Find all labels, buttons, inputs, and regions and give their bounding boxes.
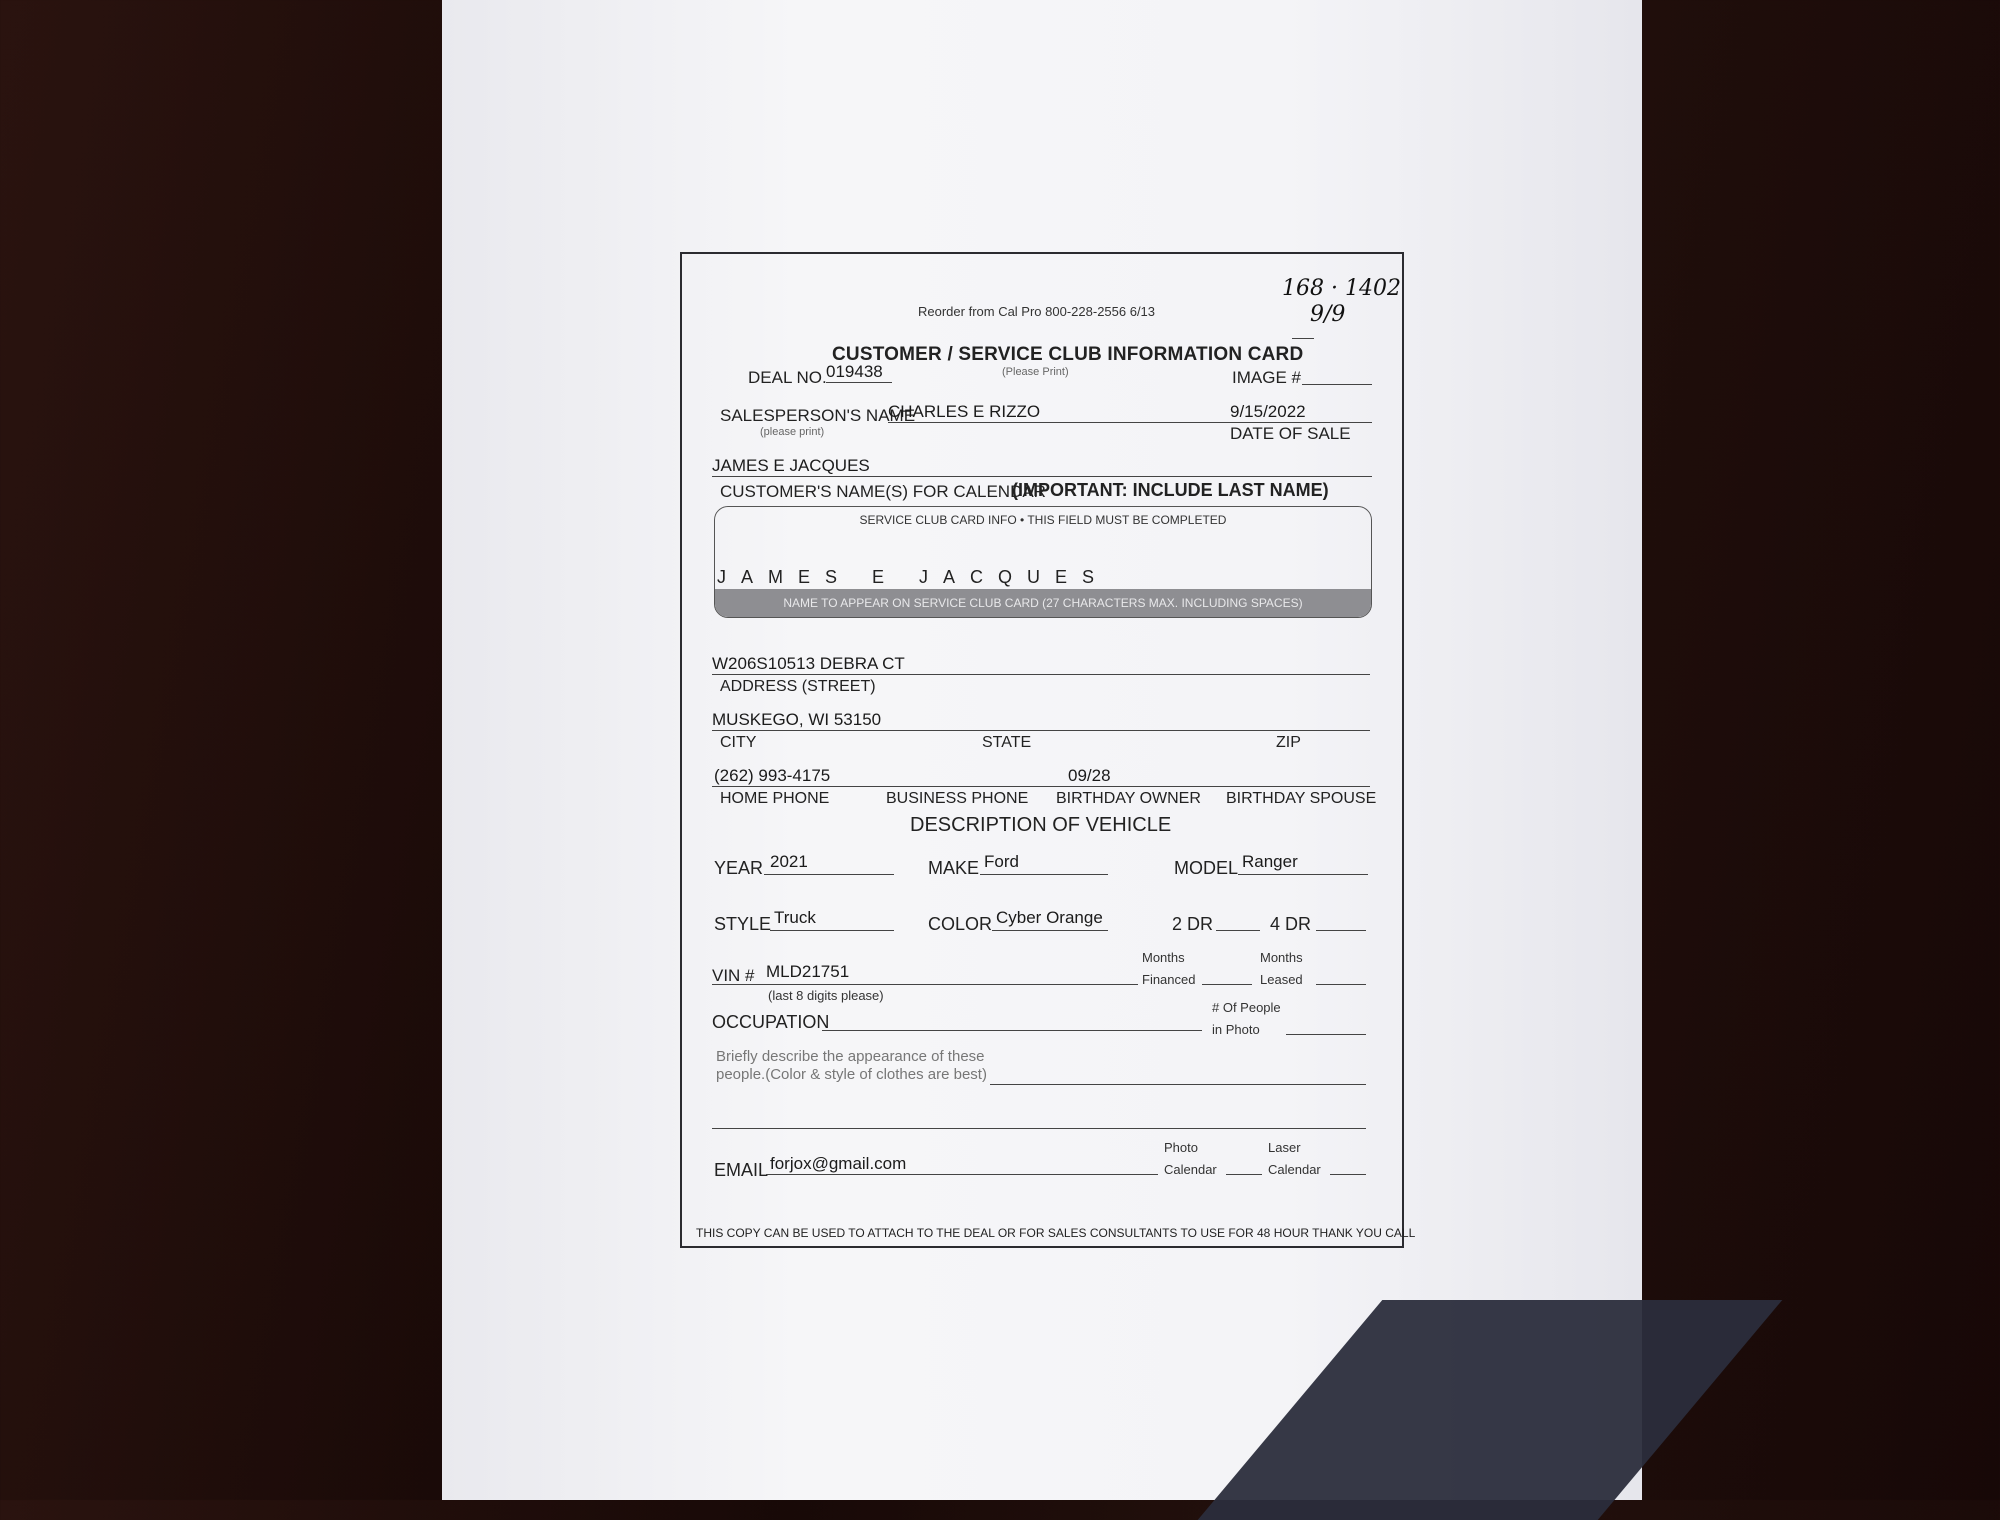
service-club-name: JAMES E JACQUES — [717, 567, 1110, 587]
people-in-photo-label-2: in Photo — [1212, 1022, 1260, 1037]
city-label: CITY — [720, 734, 757, 751]
months-leased-label-2: Leased — [1260, 972, 1303, 987]
laser-calendar-label-1: Laser — [1268, 1140, 1301, 1155]
photo-calendar-label-1: Photo — [1164, 1140, 1198, 1155]
service-club-box — [714, 506, 1372, 618]
deal-no-label: DEAL NO. — [748, 368, 827, 387]
make-value: Ford — [984, 852, 1019, 871]
address-line — [712, 674, 1370, 675]
salesperson-line — [888, 422, 1372, 423]
birthday-owner-value: 09/28 — [1068, 766, 1111, 785]
vin-note: (last 8 digits please) — [768, 988, 884, 1003]
model-line — [1238, 874, 1368, 875]
model-label: MODEL — [1174, 858, 1239, 878]
service-club-header: SERVICE CLUB CARD INFO • THIS FIELD MUST BE COMPLETED — [859, 513, 1227, 527]
state-label: STATE — [982, 734, 1032, 751]
style-label: STYLE — [714, 914, 772, 934]
vehicle-heading: DESCRIPTION OF VEHICLE — [910, 814, 1172, 836]
months-leased-line — [1316, 984, 1366, 985]
information-card — [680, 252, 1416, 1248]
salesperson-value: CHARLES E RIZZO — [888, 402, 1041, 421]
handwritten-dash — [1292, 338, 1314, 339]
occupation-line — [822, 1030, 1202, 1031]
home-phone-label: HOME PHONE — [720, 790, 830, 807]
card-footer: THIS COPY CAN BE USED TO ATTACH TO THE DEAL OR FOR SALES CONSULTANTS TO USE FOR 48 HOUR THANK YOU CALL — [696, 1226, 1416, 1240]
months-financed-label-1: Months — [1142, 950, 1185, 965]
customer-name-label: CUSTOMER'S NAME(S) FOR CALENDAR — [720, 482, 1046, 501]
color-value: Cyber Orange — [996, 908, 1103, 927]
image-number-line — [1302, 384, 1372, 385]
photo-calendar-label-2: Calendar — [1164, 1162, 1217, 1177]
vin-line — [712, 984, 1138, 985]
describe-line-2 — [712, 1128, 1366, 1129]
important-note: (IMPORTANT: INCLUDE LAST NAME) — [1012, 480, 1329, 500]
deal-no-value: 019438 — [826, 362, 883, 381]
handwritten-date: 9/9 — [1310, 302, 1346, 327]
salesperson-label: SALESPERSON'S NAME — [720, 406, 916, 425]
email-line — [766, 1174, 1158, 1175]
make-line — [980, 874, 1108, 875]
months-leased-label-1: Months — [1260, 950, 1303, 965]
laser-calendar-line — [1330, 1174, 1366, 1175]
card-title: CUSTOMER / SERVICE CLUB INFORMATION CARD — [832, 344, 1304, 365]
home-phone-value: (262) 993-4175 — [714, 766, 831, 785]
reorder-text: Reorder from Cal Pro 800-228-2556 6/13 — [918, 304, 1156, 319]
four-door-line — [1316, 930, 1366, 931]
customer-name-line — [712, 476, 1372, 477]
birthday-spouse-label: BIRTHDAY SPOUSE — [1226, 790, 1377, 807]
date-of-sale-label: DATE OF SALE — [1230, 424, 1351, 443]
year-label: YEAR — [714, 858, 764, 878]
date-of-sale-value: 9/15/2022 — [1230, 402, 1306, 421]
months-financed-label-2: Financed — [1142, 972, 1196, 987]
image-number-label: IMAGE # — [1232, 368, 1301, 387]
email-value: forjox@gmail.com — [770, 1154, 907, 1173]
months-financed-line — [1202, 984, 1252, 985]
occupation-label: OCCUPATION — [712, 1012, 830, 1032]
people-in-photo-line — [1286, 1034, 1366, 1035]
describe-text-1: Briefly describe the appearance of these — [716, 1048, 985, 1065]
deal-no-line — [826, 382, 892, 383]
address-value: W206S10513 DEBRA CT — [712, 654, 905, 673]
birthday-owner-label: BIRTHDAY OWNER — [1056, 790, 1201, 807]
four-door-label: 4 DR — [1270, 914, 1312, 934]
phone-line — [712, 786, 1370, 787]
color-line — [992, 930, 1108, 931]
city-value: MUSKEGO, WI 53150 — [712, 710, 882, 729]
laser-calendar-label-2: Calendar — [1268, 1162, 1321, 1177]
please-print-small: (please print) — [760, 426, 825, 438]
vin-label: VIN # — [712, 966, 755, 985]
please-print-note: (Please Print) — [1002, 366, 1069, 378]
vin-value: MLD21751 — [766, 962, 850, 981]
service-club-bar: NAME TO APPEAR ON SERVICE CLUB CARD (27 CHARACTERS MAX. INCLUDING SPACES) — [715, 589, 1371, 617]
customer-name-value: JAMES E JACQUES — [712, 456, 870, 475]
address-label: ADDRESS (STREET) — [720, 678, 876, 695]
photo-calendar-line — [1226, 1174, 1262, 1175]
people-in-photo-label-1: # Of People — [1212, 1000, 1281, 1015]
two-door-label: 2 DR — [1172, 914, 1214, 934]
email-label: EMAIL — [714, 1160, 769, 1180]
handwritten-number: 168 · 1402 — [1282, 276, 1401, 301]
year-value: 2021 — [770, 852, 808, 871]
zip-label: ZIP — [1276, 734, 1301, 751]
describe-text-2: people.(Color & style of clothes are best) — [716, 1066, 987, 1083]
year-line — [764, 874, 894, 875]
city-line — [712, 730, 1370, 731]
business-phone-label: BUSINESS PHONE — [886, 790, 1029, 807]
style-line — [770, 930, 894, 931]
two-door-line — [1216, 930, 1260, 931]
make-label: MAKE — [928, 858, 980, 878]
describe-line-1 — [990, 1084, 1366, 1085]
style-value: Truck — [774, 908, 816, 927]
model-value: Ranger — [1242, 852, 1298, 871]
color-label: COLOR — [928, 914, 993, 934]
